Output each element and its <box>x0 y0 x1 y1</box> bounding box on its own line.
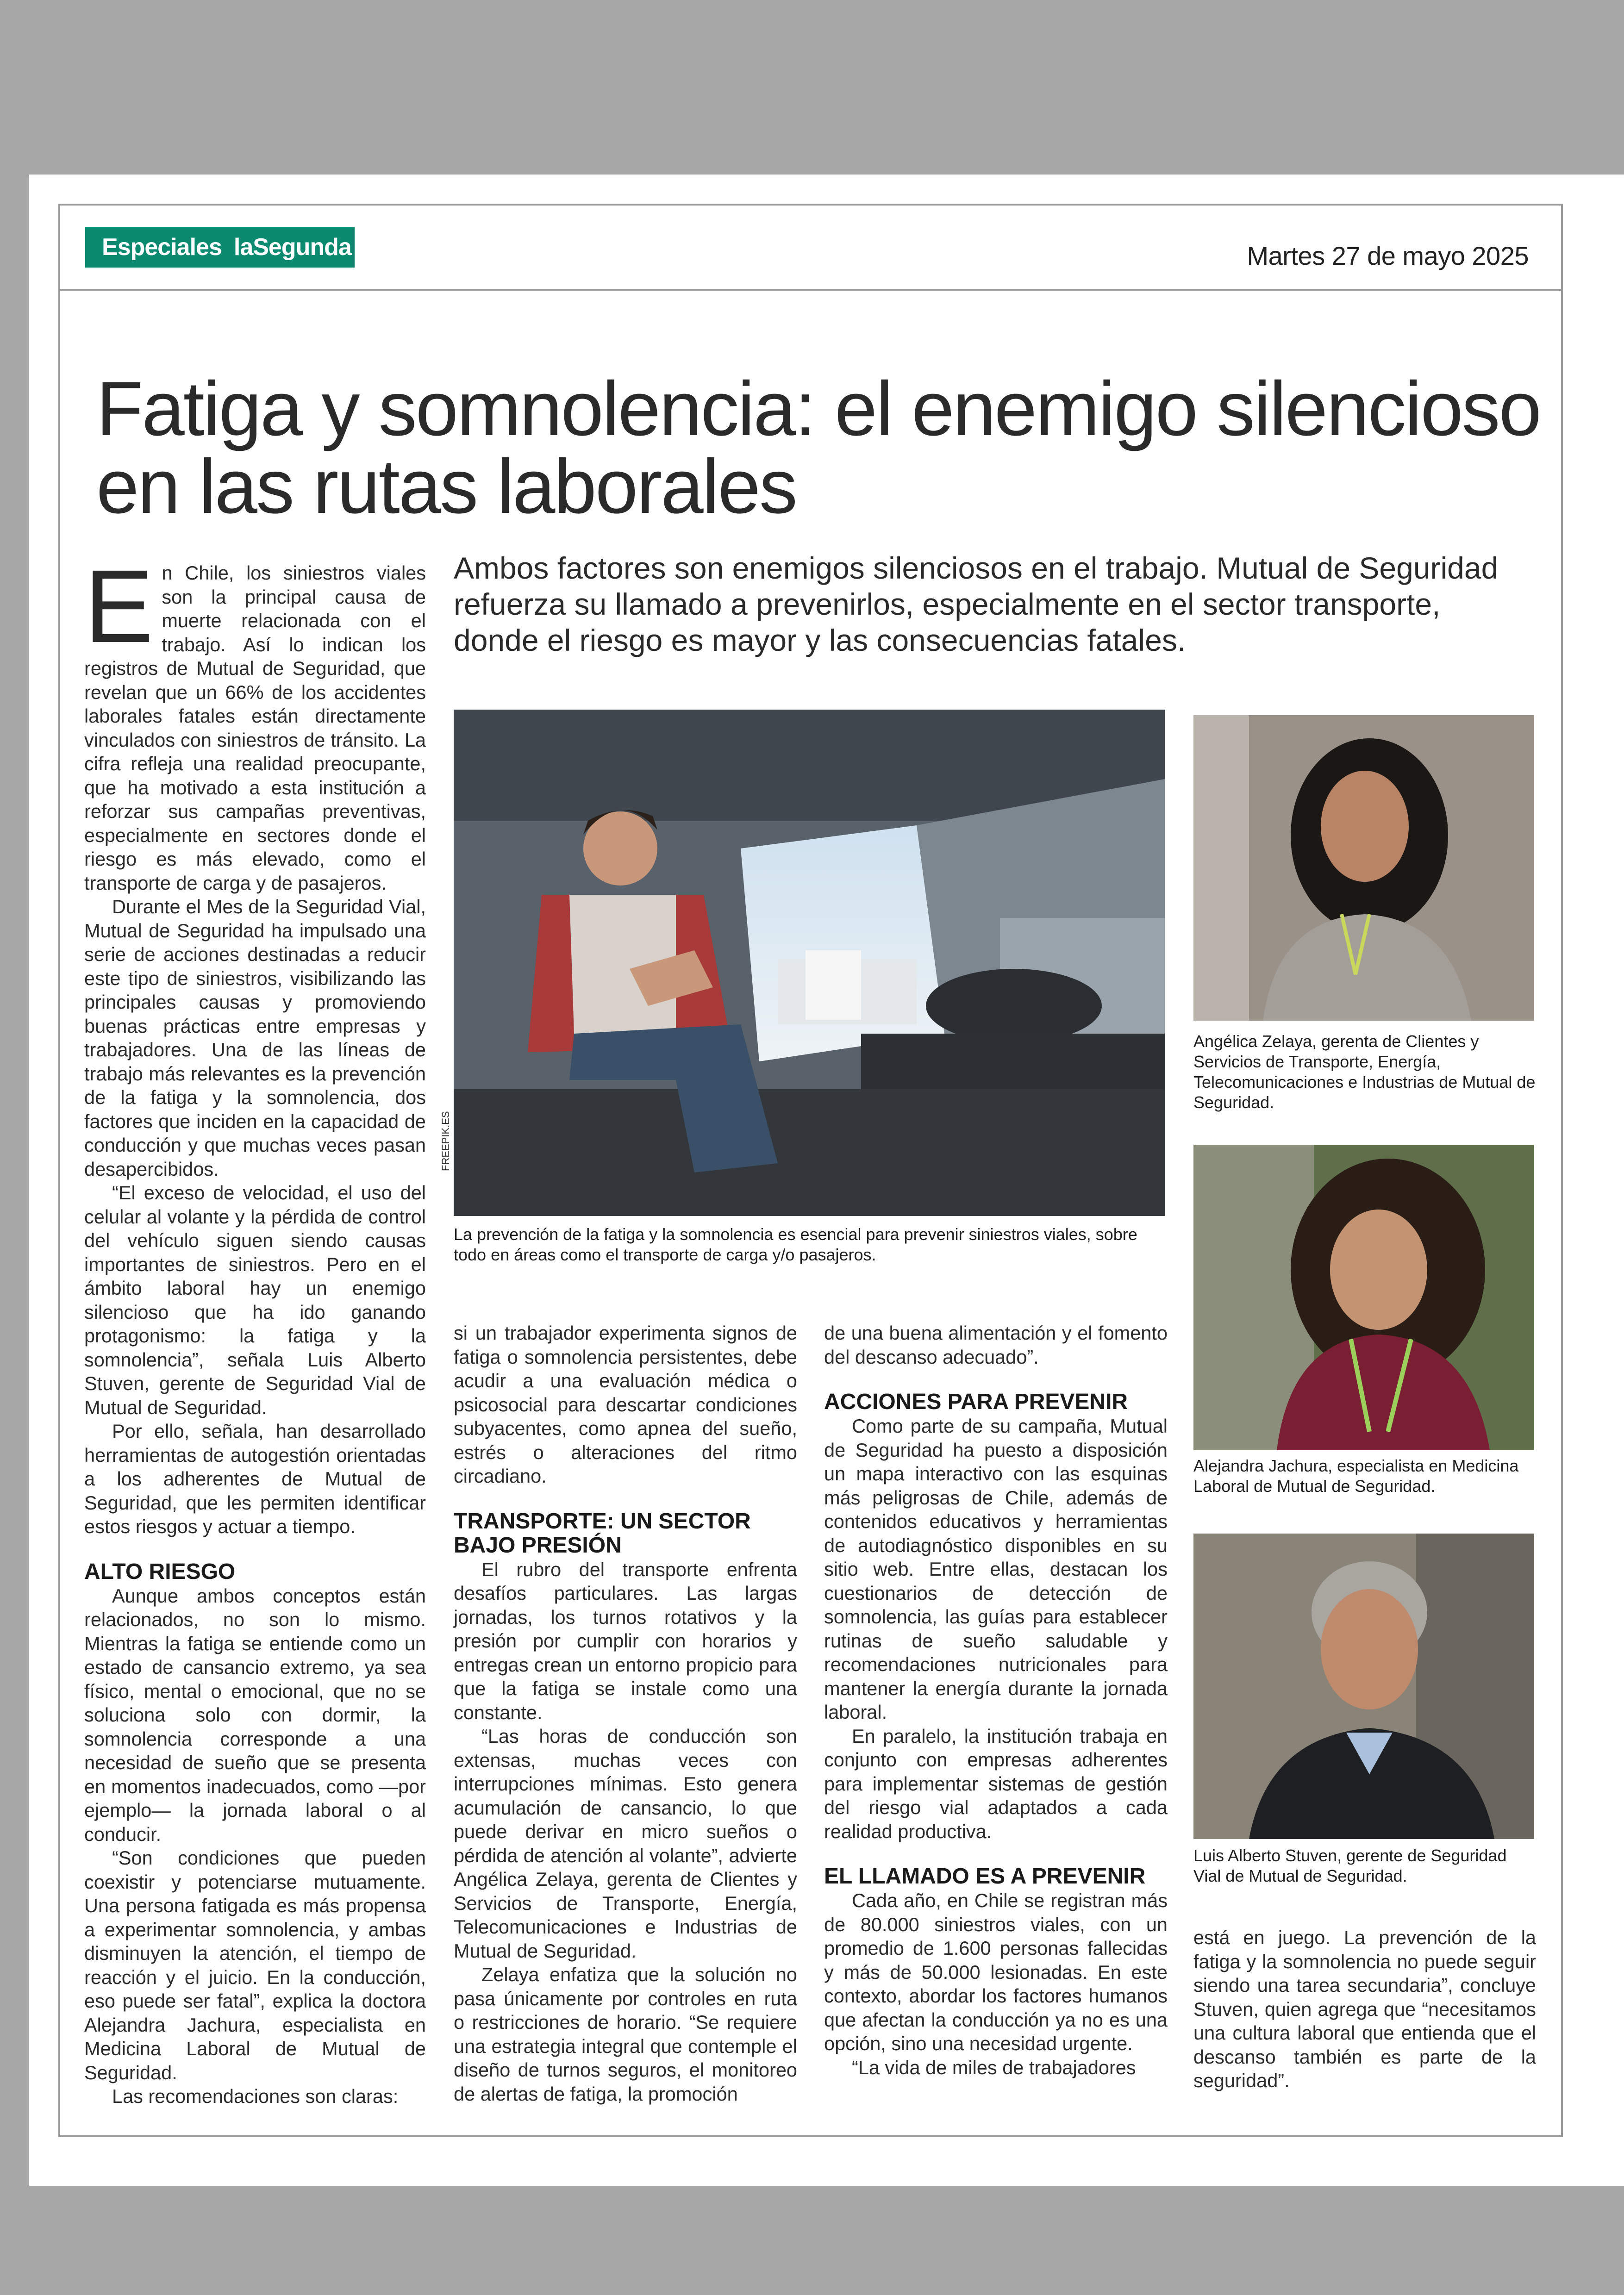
paragraph: En Chile, los siniestros viales son la principal causa de muerte relacionada con el trabajo. Así lo indican los registros de Mutual de Seguridad, que revelan que un 66% de los accidentes laborales fatales están directamente vinculados con siniestros de tránsito. La cifra refleja una realidad preocupante, que ha motivado a esta institución a reforzar sus campañas preventivas, especialmente en sectores donde el riesgo es más elevado, como el transporte de carga y de pasajeros. <box>84 549 426 894</box>
paragraph: “Las horas de conducción son extensas, muchas veces con interrupciones mínimas. Esto genera acumulación de cansancio, lo que puede derivar en micro sueños o pérdida de atención al volante”, advierte Angélica Zelaya, gerenta de Clientes y Servicios de Transporte, Energía, Telecomunicaciones e Industrias de Mutual de Seguridad. <box>454 1725 797 1962</box>
article-column-2 <box>454 1321 797 2106</box>
paragraph: En paralelo, la institución trabaja en conjunto con empresas adherentes para implementar sistemas de gestión del riesgo vial adaptados a cada realidad productiva. <box>824 1725 1168 1842</box>
main-photo-caption: La prevención de la fatiga y la somnolencia es esencial para prevenir siniestros viales, sobre todo en áreas como el transporte de carga y/o pasajeros. <box>454 1225 1137 1264</box>
paragraph: de una buena alimentación y el fomento del descanso adecuado”. <box>824 1322 1168 1368</box>
paragraph: Zelaya enfatiza que la solución no pasa únicamente por controles en ruta o restricciones de horario. “Se requiere una estrategia integral que contemple el diseño de turnos seguros, el monitoreo de alertas de fatiga, la promoción <box>454 1964 797 2105</box>
portrait-illustration <box>1193 1145 1534 1450</box>
article-column-1 <box>84 549 426 2108</box>
article-column-3 <box>824 1321 1168 2079</box>
portrait-illustration <box>1193 715 1534 1021</box>
article-column-4 <box>1193 1926 1536 2093</box>
paragraph: Como parte de su campaña, Mutual de Seguridad ha puesto a disposición un mapa interactivo con las esquinas más peligrosas de Chile, además de contenidos educativos y herramientas de autodiagnóstico disponibles en su sitio web. Entre ellas, destacan los cuestionarios de detección de somnolencia, las guías para establecer rutinas de sueño saludable y recomendaciones nutricionales para mantener la energía durante la jornada laboral. <box>824 1415 1168 1723</box>
headline <box>96 366 1541 530</box>
section-heading-acciones: ACCIONES PARA PREVENIR <box>824 1390 1128 1414</box>
header-divider <box>58 289 1563 291</box>
issue-date: Martes 27 de mayo 2025 <box>1247 241 1529 270</box>
headline-line-2: en las rutas laborales <box>96 444 796 530</box>
paragraph: está en juego. La prevención de la fatiga y la somnolencia no puede seguir siendo una tarea secundaria”, concluye Stuven, quien agrega que “necesitamos una cultura laboral que entienda que el descanso también es parte de la seguridad”. <box>1193 1927 1536 2091</box>
portrait-illustration <box>1193 1534 1534 1839</box>
headline-line-1: Fatiga y somnolencia: el enemigo silencioso <box>96 366 1540 452</box>
brand-section: Especiales <box>102 234 222 261</box>
section-heading-transporte: TRANSPORTE: UN SECTOR BAJO PRESIÓN <box>454 1509 751 1558</box>
main-photo-truck-driver <box>454 710 1165 1216</box>
portrait-angelica-zelaya <box>1193 715 1534 1021</box>
paragraph: Por ello, señala, han desarrollado herramientas de autogestión orientadas a los adherentes de Mutual de Seguridad, que les permiten identificar estos riesgos y actuar a tiempo. <box>84 1420 426 1537</box>
drop-cap: E <box>84 549 154 664</box>
paragraph: si un trabajador experimenta signos de fatiga o somnolencia persistentes, debe acudir a una evaluación médica o psicosocial para descartar condiciones subyacentes, como apnea del sueño, estrés o alteraciones del ritmo circadiano. <box>454 1322 797 1487</box>
portrait-luis-alberto-stuven <box>1193 1534 1534 1839</box>
paragraph: El rubro del transporte enfrenta desafíos particulares. Las largas jornadas, los turnos rotativos y la presión por cumplir con horarios y entregas crean un entorno propicio para que la fatiga se instale como una constante. <box>454 1558 797 1723</box>
paragraph: Las recomendaciones son claras: <box>112 2085 399 2107</box>
paragraph: “El exceso de velocidad, el uso del celular al volante y la pérdida de control del vehículo siguen siendo causas importantes de siniestros. Pero en el ámbito laboral hay un enemigo silencioso que ha ido ganando protagonismo: la fatiga y la somnolencia”, señala Luis Alberto Stuven, gerente de Seguridad Vial de Mutual de Seguridad. <box>84 1182 426 1418</box>
paragraph: Durante el Mes de la Seguridad Vial, Mutual de Seguridad ha impulsado una serie de acciones destinadas a reducir este tipo de siniestros, visibilizando las principales causas y promoviendo buenas prácticas entre empresas y trabajadores. Una de las líneas de trabajo más relevantes es la prevención de la fatiga y la somnolencia, dos factores que inciden en la capacidad de conducción y que muchas veces pasan desapercibidos. <box>84 896 426 1180</box>
photo-credit: FREEPIK.ES <box>440 1111 451 1171</box>
paragraph: Aunque ambos conceptos están relacionados, no son lo mismo. Mientras la fatiga se entiende como un estado de cansancio extremo, ya sea físico, mental o emocional, que no se soluciona solo con dormir, la somnolencia corresponde a una necesidad de sueño que se presenta en momentos inadecuados, como —por ejemplo— la jornada laboral o al conducir. <box>84 1584 426 1845</box>
brand-logo <box>85 227 355 268</box>
paragraph: “Son condiciones que pueden coexistir y potenciarse mutuamente. Una persona fatigada es más propensa a experimentar somnolencia, y ambas disminuyen la atención, el tiempo de reacción y el juicio. En la conducción, eso puede ser fatal”, explica la doctora Alejandra Jachura, especialista en Medicina Laboral de Mutual de Seguridad. <box>84 1847 426 2083</box>
deck: Ambos factores son enemigos silenciosos en el trabajo. Mutual de Seguridad refuerza su llamado a prevenirlos, especialmente en el sector transporte, donde el riesgo es mayor y las consecuencias fatales. <box>454 551 1499 657</box>
paragraph: “La vida de miles de trabajadores <box>852 2056 1136 2078</box>
section-heading-alto-riesgo: ALTO RIESGO <box>84 1559 236 1584</box>
portrait-alejandra-jachura <box>1193 1145 1534 1450</box>
caption-zelaya: Angélica Zelaya, gerenta de Clientes y Servicios de Transporte, Energía, Telecomunicaciones e Industrias de Mutual de Seguridad. <box>1193 1032 1536 1112</box>
truck-cab-illustration <box>454 710 1165 1216</box>
brand-paper: laSegunda <box>233 234 351 261</box>
section-heading-llamado: EL LLAMADO ES A PREVENIR <box>824 1864 1146 1889</box>
paragraph: Cada año, en Chile se registran más de 80.000 siniestros viales, con un promedio de 1.600 personas fallecidas y más de 50.000 lesionadas. En este contexto, abordar los factores humanos que afectan la conducción ya no es una opción, sino una necesidad urgente. <box>824 1890 1168 2054</box>
caption-stuven: Luis Alberto Stuven, gerente de Seguridad Vial de Mutual de Seguridad. <box>1193 1846 1507 1885</box>
caption-jachura: Alejandra Jachura, especialista en Medicina Laboral de Mutual de Seguridad. <box>1193 1456 1519 1496</box>
